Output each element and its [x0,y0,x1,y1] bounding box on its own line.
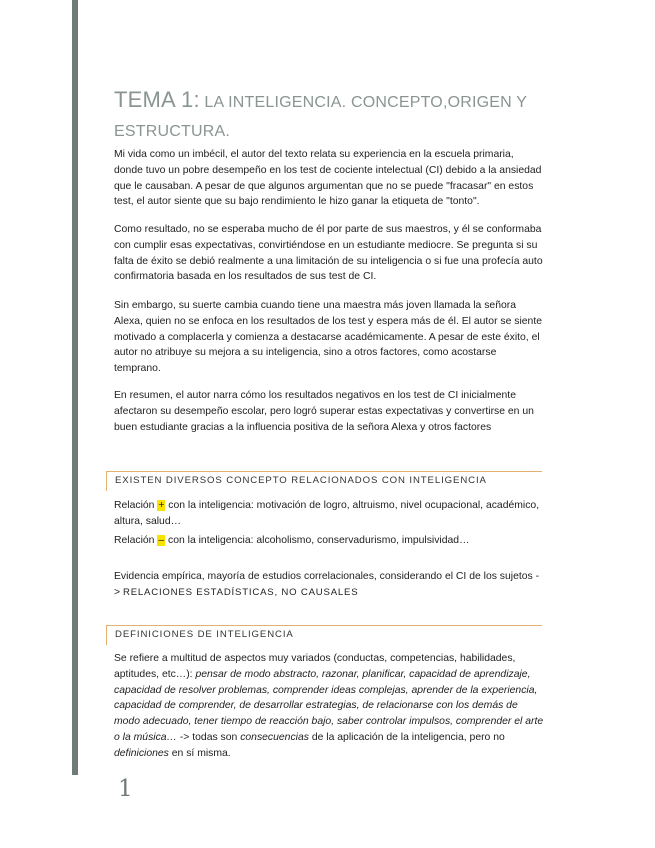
relation-negative-prefix: Relación [114,535,158,546]
title-rest: LA INTELIGENCIA. CONCEPTO,ORIGEN Y ESTRUCTURA. [114,93,527,140]
evidence-text: Evidencia empírica, mayoría de estudios correlacionales, considerando el CI de los sujetos -> [114,571,540,598]
section-heading-conceptos: EXISTEN DIVERSOS CONCEPTO RELACIONADOS CON INTELIGENCIA [106,471,542,491]
section-heading-definiciones: DEFINICIONES DE INTELIGENCIA [106,625,542,645]
definitions-definiciones: definiciones [114,747,169,759]
definitions-consecuencias: consecuencias [240,731,309,743]
definitions-italic: pensar de modo abstracto, razonar, planificar, capacidad de aprendizaje, capacidad de resolver problemas, comprender ideas complejas, aprender de la experiencia, capacidad de comprender, de desarrollar estrategias, de relacionarse con los demás de modo adecuado, tener tiempo de reacción bajo, saber controlar impulsos, comprender el arte o la música… [114,668,544,743]
definitions-middle: de la aplicación de la inteligencia, pero no [308,731,505,743]
definitions-end: en sí misma. [168,747,231,759]
evidence-paragraph [114,569,544,601]
positive-symbol-highlight: + [158,500,165,511]
relation-negative-text: con la inteligencia: alcoholismo, conservadurismo, impulsividad… [165,535,470,546]
relation-positive-prefix: Relación [114,500,158,511]
relation-positive [114,498,544,530]
page-title [114,87,554,145]
paragraph-3: Sin embargo, su suerte cambia cuando tiene una maestra más joven llamada la señora Alexa, quien no se enfoca en los resultados de los test y espera más de él. El autor se siente motivado a complacerla y comienza a destacarse académicamente. A pesar de este éxito, el autor no atribuye su mejora a su inteligencia, sino a otros factores, como acostarse temprano. [114,300,542,375]
definitions-paragraph [114,651,544,762]
relation-positive-text: con la inteligencia: motivación de logro, altruismo, nivel ocupacional, académico, altura, salud… [114,500,540,527]
definitions-arrow: -> todas son [176,731,241,743]
title-main: TEMA 1: [114,86,200,112]
paragraph-4: En resumen, el autor narra cómo los resultados negativos en los test de CI inicialmente afectaron su desempeño escolar, pero logró superar estas expectativas y convertirse en un buen estudiante gracias a la influencia positiva de la señora Alexa y otros factores [114,390,534,433]
relation-negative [114,533,544,549]
sidebar-accent-bar [72,0,78,775]
negative-symbol-highlight: – [158,535,165,546]
definitions-lead: Se refiere a multitud de aspectos muy variados (conductas, competencias, habilidades, aptitudes, etc…): [114,653,516,680]
paragraph-1: Mi vida como un imbécil, el autor del texto relata su experiencia en la escuela primaria, donde tuvo un pobre desempeño en los test de cociente intelectual (CI) debido a la ansiedad que le causaban. A pesar de que algunos argumentan que no se puede "fracasar" en estos test, el autor siente que su bajo rendimiento le hizo ganar la etiqueta de "tonto". [114,149,542,208]
evidence-caps: RELACIONES ESTADÍSTICAS, NO CAUSALES [122,586,359,598]
page-number: 1 [118,776,133,802]
paragraph-2: Como resultado, no se esperaba mucho de él por parte de sus maestros, y él se conformaba con cumplir esas expectativas, convirtiéndose en un estudiante mediocre. Se pregunta si su falta de éxito se debió realmente a una limitación de su inteligencia o si fue una profecía auto confirmatoria basada en los resultados de sus test de CI. [114,224,543,283]
